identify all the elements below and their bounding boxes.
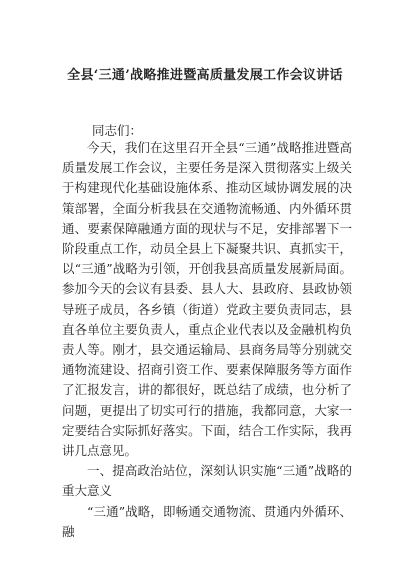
paragraph-section-1: “三通”战略，即畅通交通物流、贯通内外循环、融	[62, 503, 352, 539]
paragraph-opening: 今天，我们在这里召开全县“三通”战略推进暨高质量发展工作会议，主要任务是深入贯彻落实上级关于构建现代化基础设施体系、推动区域协调发展的决策部署，全面分析我县在交通物流畅通、内外循环贯通、要素保障融通方面的现状与不足，安排部署下一阶段重点工作，动员全县上下凝聚共识、真抓实干，以“三通”战略为引领，开创我县高质量发展新局面。参加今天的会议有县委、县人大、县政府、县政协领导班子成员，各乡镇（街道）党政主要负责同志，县直各单位主要负责人，重点企业代表以及金融机构负责人等。刚才，县交通运输局、县商务局等分别就交通物流建设、招商引资工作、要素保障服务等方面作了汇报发言，讲的都很好，既总结了成绩，也分析了问题，更提出了切实可行的措施，我都同意，大家一定要结合实际抓好落实。下面，结合工作实际，我再讲几点意见。	[62, 140, 352, 459]
section-heading-1: 一、提高政治站位，深刻认识实施“三通”战略的重大意义	[62, 463, 352, 499]
salutation: 同志们：	[92, 123, 143, 138]
document-body	[62, 138, 352, 542]
document-title: 全县‘三通’战略推进暨高质量发展工作会议讲话	[67, 68, 343, 83]
